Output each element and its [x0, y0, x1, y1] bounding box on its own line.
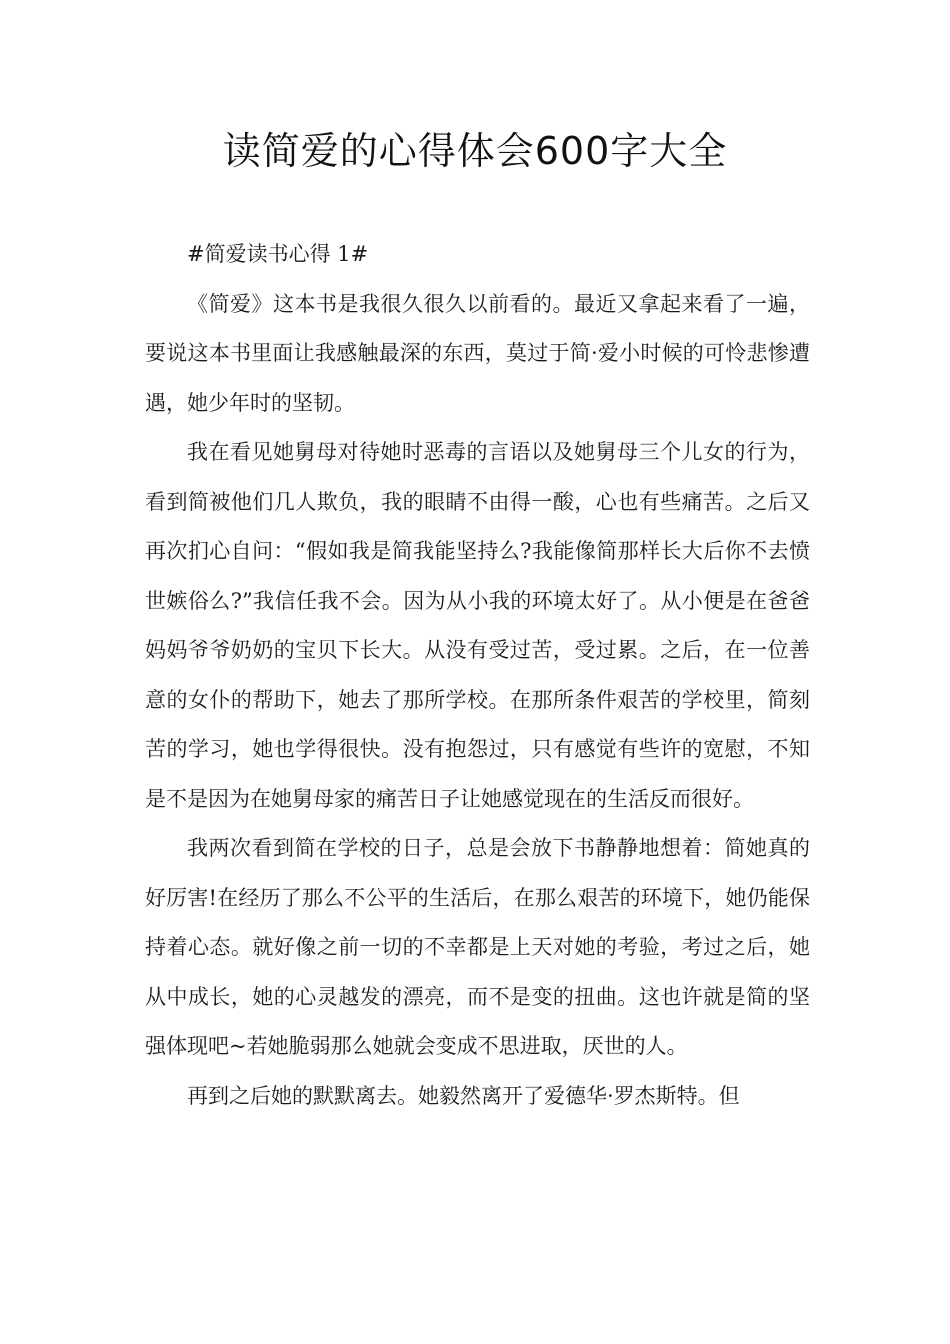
paragraph-3: 我两次看到简在学校的日子，总是会放下书静静地想着：简她真的好厉害!在经历了那么不公平的生活后，在那么艰苦的环境下，她仍能保持着心态。就好像之前一切的不幸都是上天对她的考验，考过之后，她从中成长，她的心灵越发的漂亮，而不是变的扭曲。这也许就是简的坚强体现吧~若她脆弱那么她就会变成不思进取，厌世的人。 [145, 836, 810, 1058]
paragraph-1: 《简爱》这本书是我很久很久以前看的。最近又拿起来看了一遍，要说这本书里面让我感触最深的东西，莫过于简·爱小时候的可怜悲惨遭遇，她少年时的坚韧。 [145, 291, 810, 415]
paragraph-2: 我在看见她舅母对待她时恶毒的言语以及她舅母三个儿女的行为，看到简被他们几人欺负，我的眼睛不由得一酸，心也有些痛苦。之后又再次扪心自问：“假如我是简我能坚持么?我能像简那样长大后你不去愤世嫉俗么?”我信任我不会。因为从小我的环境太好了。从小便是在爸爸妈妈爷爷奶奶的宝贝下长大。从没有受过苦，受过累。之后，在一位善意的女仆的帮助下，她去了那所学校。在那所条件艰苦的学校里，简刻苦的学习，她也学得很快。没有抱怨过，只有感觉有些许的宽慰，不知是不是因为在她舅母家的痛苦日子让她感觉现在的生活反而很好。 [145, 440, 810, 811]
document-title: 读简爱的心得体会600字大全 [222, 129, 728, 173]
section-heading: #简爱读书心得 1# [187, 242, 369, 266]
document-body [145, 230, 810, 1121]
paragraph-4: 再到之后她的默默离去。她毅然离开了爱德华·罗杰斯特。但 [187, 1083, 740, 1108]
